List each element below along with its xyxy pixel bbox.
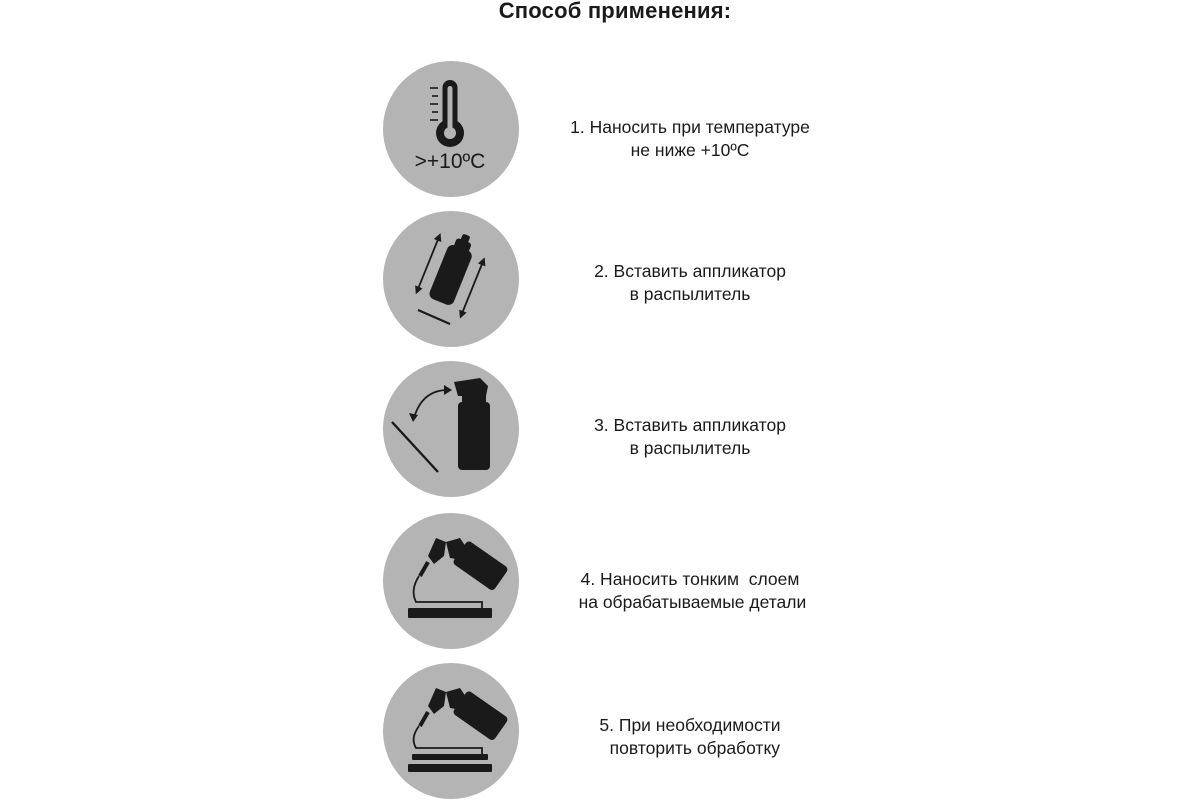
step-2-line-1: 2. Вставить аппликатор — [594, 261, 786, 281]
step-4-line-1: 4. Наносить тонким слоем — [580, 569, 800, 589]
thermometer-icon — [382, 60, 520, 198]
step-2 — [0, 210, 1200, 350]
step-3 — [0, 360, 1200, 500]
thermometer-label: >+10ºC — [414, 150, 486, 173]
step-5-text — [540, 714, 840, 760]
step-4-text — [540, 568, 840, 614]
spray-repeat-icon — [382, 662, 520, 800]
step-1 — [0, 60, 1200, 200]
step-4-line-2: на обрабатываемые детали — [573, 592, 807, 612]
step-3-line-2: в распылитель — [629, 438, 751, 458]
page-title: Способ применения: — [498, 0, 732, 23]
step-2-text — [540, 260, 840, 306]
step-3-text — [540, 414, 840, 460]
spray-can-shake-icon — [382, 210, 520, 348]
step-2-line-2: в распылитель — [629, 284, 751, 304]
step-4 — [0, 512, 1200, 652]
applicator-insert-icon — [382, 360, 520, 498]
step-3-line-1: 3. Вставить аппликатор — [594, 415, 786, 435]
step-1-text — [540, 116, 840, 162]
spray-apply-icon — [382, 512, 520, 650]
step-1-line-1: 1. Наносить при температуре — [570, 117, 810, 137]
step-5-line-1: 5. При необходимости — [599, 715, 781, 735]
step-5-line-2: повторить обработку — [599, 738, 781, 758]
step-1-line-2: не ниже +10ºC — [630, 140, 750, 160]
step-5 — [0, 662, 1200, 802]
